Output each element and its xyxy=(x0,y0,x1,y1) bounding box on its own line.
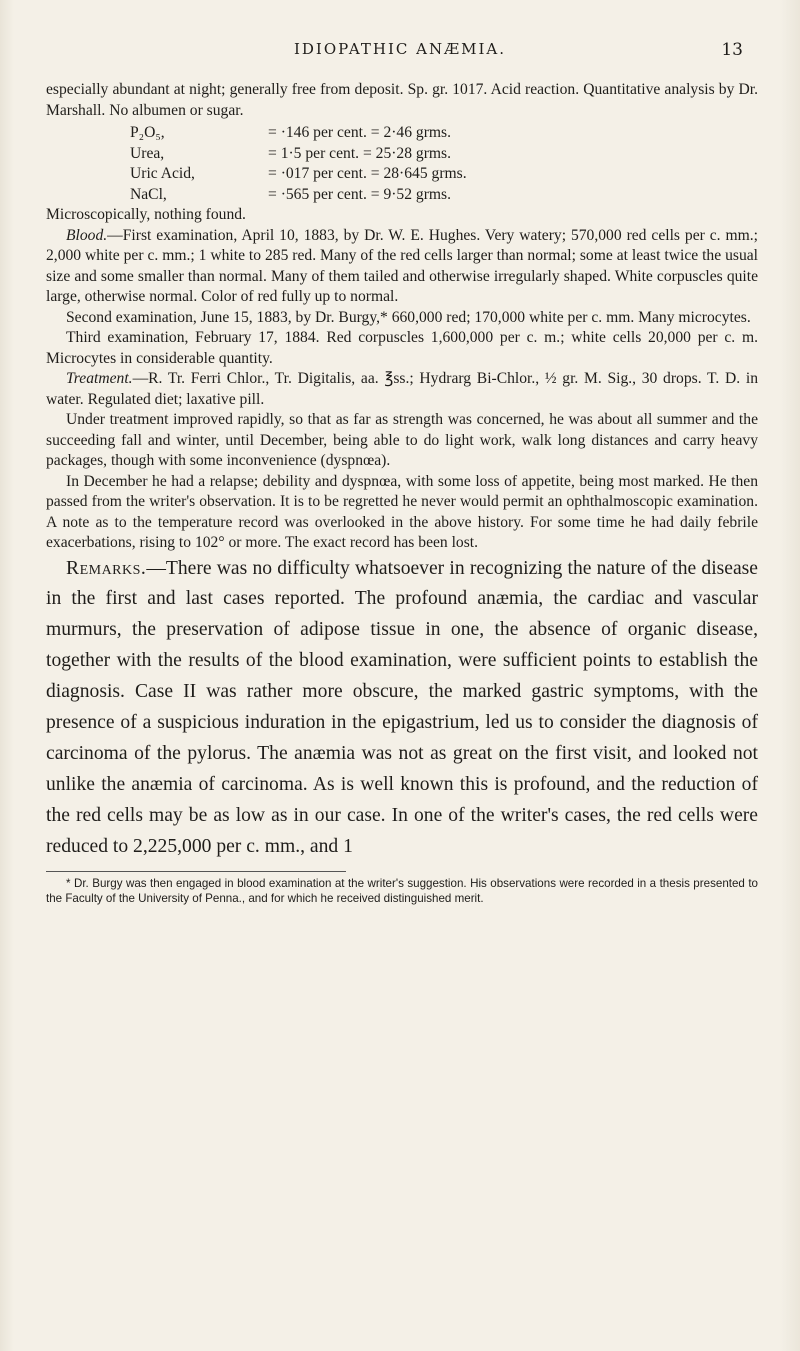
remarks-paragraph xyxy=(46,554,758,863)
blood-label: Blood. xyxy=(66,226,108,244)
intro-paragraph: especially abundant at night; generally free from deposit. Sp. gr. 1017. Acid reaction. Quantitative analysis by Dr. Marshall. No albumen or sugar. xyxy=(46,81,758,119)
running-title: IDIOPATHIC ANÆMIA. xyxy=(293,40,506,58)
treatment-label: Treatment. xyxy=(66,370,133,387)
analysis-name: P₂O₅, xyxy=(130,124,165,141)
page-header xyxy=(0,40,800,66)
analysis-name: Uric Acid, xyxy=(130,165,195,182)
analysis-value: = ·565 per cent. = 9·52 grms. xyxy=(268,185,452,203)
under-treatment-paragraph: Under treatment improved rapidly, so that as far as strength was concerned, he was about all summer and the succeeding fall and winter, until December, being able to do light work, walk long distances and carry heavy packages, though with some inconvenience (dyspnœa). xyxy=(46,411,758,469)
blood-paragraph xyxy=(46,226,758,308)
remarks-heading: Remarks. xyxy=(66,557,147,579)
analysis-row xyxy=(46,164,758,185)
footnote: * Dr. Burgy was then engaged in blood examination at the writer's suggestion. His observations were recorded in a thesis presented to the Faculty of the University of Penna., and for which he received distinguished merit. xyxy=(46,876,758,905)
page-number: 13 xyxy=(721,40,743,60)
treatment-text: —R. Tr. Ferri Chlor., Tr. Digitalis, aa. ℥ss.; Hydrarg Bi-Chlor., ½ gr. M. Sig., 30 drops. T. D. in water. Regulated diet; laxative pill. xyxy=(46,370,758,408)
treatment-paragraph xyxy=(46,369,758,410)
analysis-name: Urea, xyxy=(130,144,165,162)
analysis-row xyxy=(46,144,758,165)
microscopic-note: Microscopically, nothing found. xyxy=(46,206,246,223)
analysis-value: = 1·5 per cent. = 25·28 grms. xyxy=(268,144,452,162)
page-body xyxy=(46,80,758,906)
analysis-value: = ·146 per cent. = 2·46 grms. xyxy=(268,124,452,141)
december-paragraph: In December he had a relapse; debility and dyspnœa, with some loss of appetite, being most marked. He then passed from the writer's observation. It is to be regretted he never would permit an ophthalmoscopic examination. A note as to the temperature record was overlooked in the above history. For some time he had daily febrile exacerbations, rising to 102° or more. The exact record has been lost. xyxy=(46,472,758,551)
blood-text: —First examination, April 10, 1883, by Dr. W. E. Hughes. Very watery; 570,000 red cells per c. mm.; 2,000 white per c. mm.; 1 white to 285 red. Many of the red cells larger than normal; some at least twice the usual size and some smaller than normal. Many of them tailed and otherwise irregularly shaped. White corpuscles quite large, otherwise normal. Color of red fully up to normal. xyxy=(46,226,758,305)
remarks-text: —There was no difficulty whatsoever in recognizing the nature of the disease in the first and last cases reported. The profound anæmia, the cardiac and vascular murmurs, the preservation of adipose tissue in one, the absence of organic disease, together with the results of the blood examination, were sufficient points to establish the diagnosis. Case II was rather more obscure, the marked gastric symptoms, with the presence of a suspicious induration in the epigastrium, led us to consider the diagnosis of carcinoma of the pylorus. The anæmia was not as great on the first visit, and looked not unlike the anæmia of carcinoma. As is well known this is profound, and the reduction of the red cells may be as low as in our case. In one of the writer's cases, the red cells were reduced to 2,225,000 per c. mm., and 1 xyxy=(46,557,758,857)
analysis-row xyxy=(46,123,758,144)
analysis-row xyxy=(46,185,758,206)
second-exam-paragraph: Second examination, June 15, 1883, by Dr. Burgy,* 660,000 red; 170,000 white per c. mm. Many microcytes. xyxy=(66,308,751,326)
urine-analysis-table xyxy=(46,123,758,205)
analysis-name: NaCl, xyxy=(130,185,167,203)
footnote-rule xyxy=(46,871,346,872)
analysis-value: = ·017 per cent. = 28·645 grms. xyxy=(268,165,467,182)
third-exam-paragraph: Third examination, February 17, 1884. Red corpuscles 1,600,000 per c. m.; white cells 20,000 per c. m. Microcytes in considerable quantity. xyxy=(46,329,758,367)
